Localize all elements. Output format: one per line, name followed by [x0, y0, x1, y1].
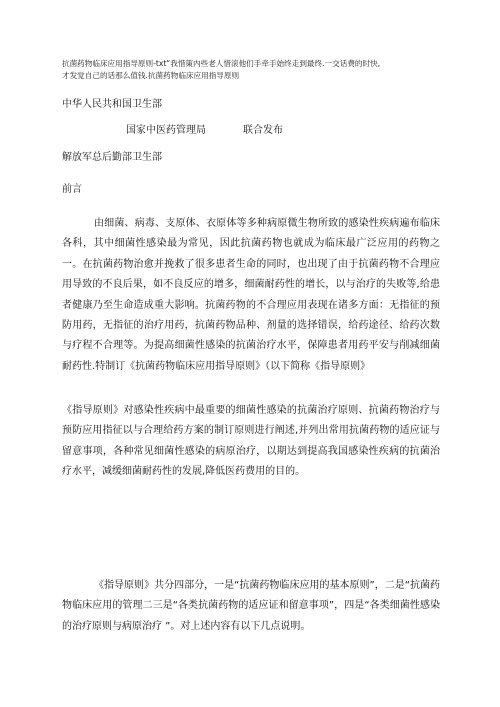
body-paragraph-3: 《指导原则》共分四部分，一是“抗菌药物临床应用的基本原则”，二是“抗菌药物临床应用的管理二三是“各类抗菌药物的适应证和留意事项”，四是“各类细菌性感染的治疗原则与病原治疗 ”。对上述内容有以下几点说明。: [62, 580, 440, 632]
body-paragraph-1: 由细菌、病毒、支原体、衣原体等多种病原微生物所致的感染性疾病遍布临床各科，其中细菌性感染最为常见，因此抗菌药物也就成为临床最广泛应用的药物之一。在抗菌药物治愈并挽救了很多患者生命的同时，也出现了由于抗菌药物不合理应用导致的不良后果，如不良反应的增多，细菌耐药性的增长，以与治疗的失败等,给患者健康乃至生命造成重大影响。抗菌药物的不合理应用表现在诸多方面：无指征的预防用药，无指征的治疗用药，抗菌药物品种、剂量的选择错误，给药途径、给药次数与疗程不合理等。为提高细菌性感染的抗菌治疗水平，保障患者用药平安与削减细菌耐药性.特制订《抗菌药物临床应用指导原则》（以下简称《指导原则》: [62, 218, 440, 372]
document-header-line-1: 抗菌药物临床应用指导原则-txt“我惜策内些老人惜滚他们手牵手始终走到最终.一交话费的时快,: [62, 59, 381, 68]
body-paragraph-2: 《指导原则》对感染性疾病中最重要的细菌性感染的抗菌治疗原则、抗菌药物治疗与预防应用指征以与合理给药方案的制订原则进行阐述,并列出常用抗菌药物的适应证与留意事项，各种常见细菌性感染的病原治疗，以期达到提高我国感染性疾病的抗菌治疗水平，减缓细菌耐药性的发展,降低医药费用的目的。: [62, 405, 440, 478]
publisher-pla-logistics-health: 解放军总后勤部卫生部: [62, 152, 162, 163]
publisher-ministry-of-health: 中华人民共和国卫生部: [62, 99, 162, 110]
joint-release-label: 联合发布: [243, 125, 283, 136]
section-title-preface: 前言: [62, 184, 82, 195]
document-header-line-2: 才发觉自己的话那么值钱.抗菌药物临床应用指导原则: [62, 71, 240, 80]
publisher-tcm-administration: 国家中医药管理局: [126, 125, 206, 136]
